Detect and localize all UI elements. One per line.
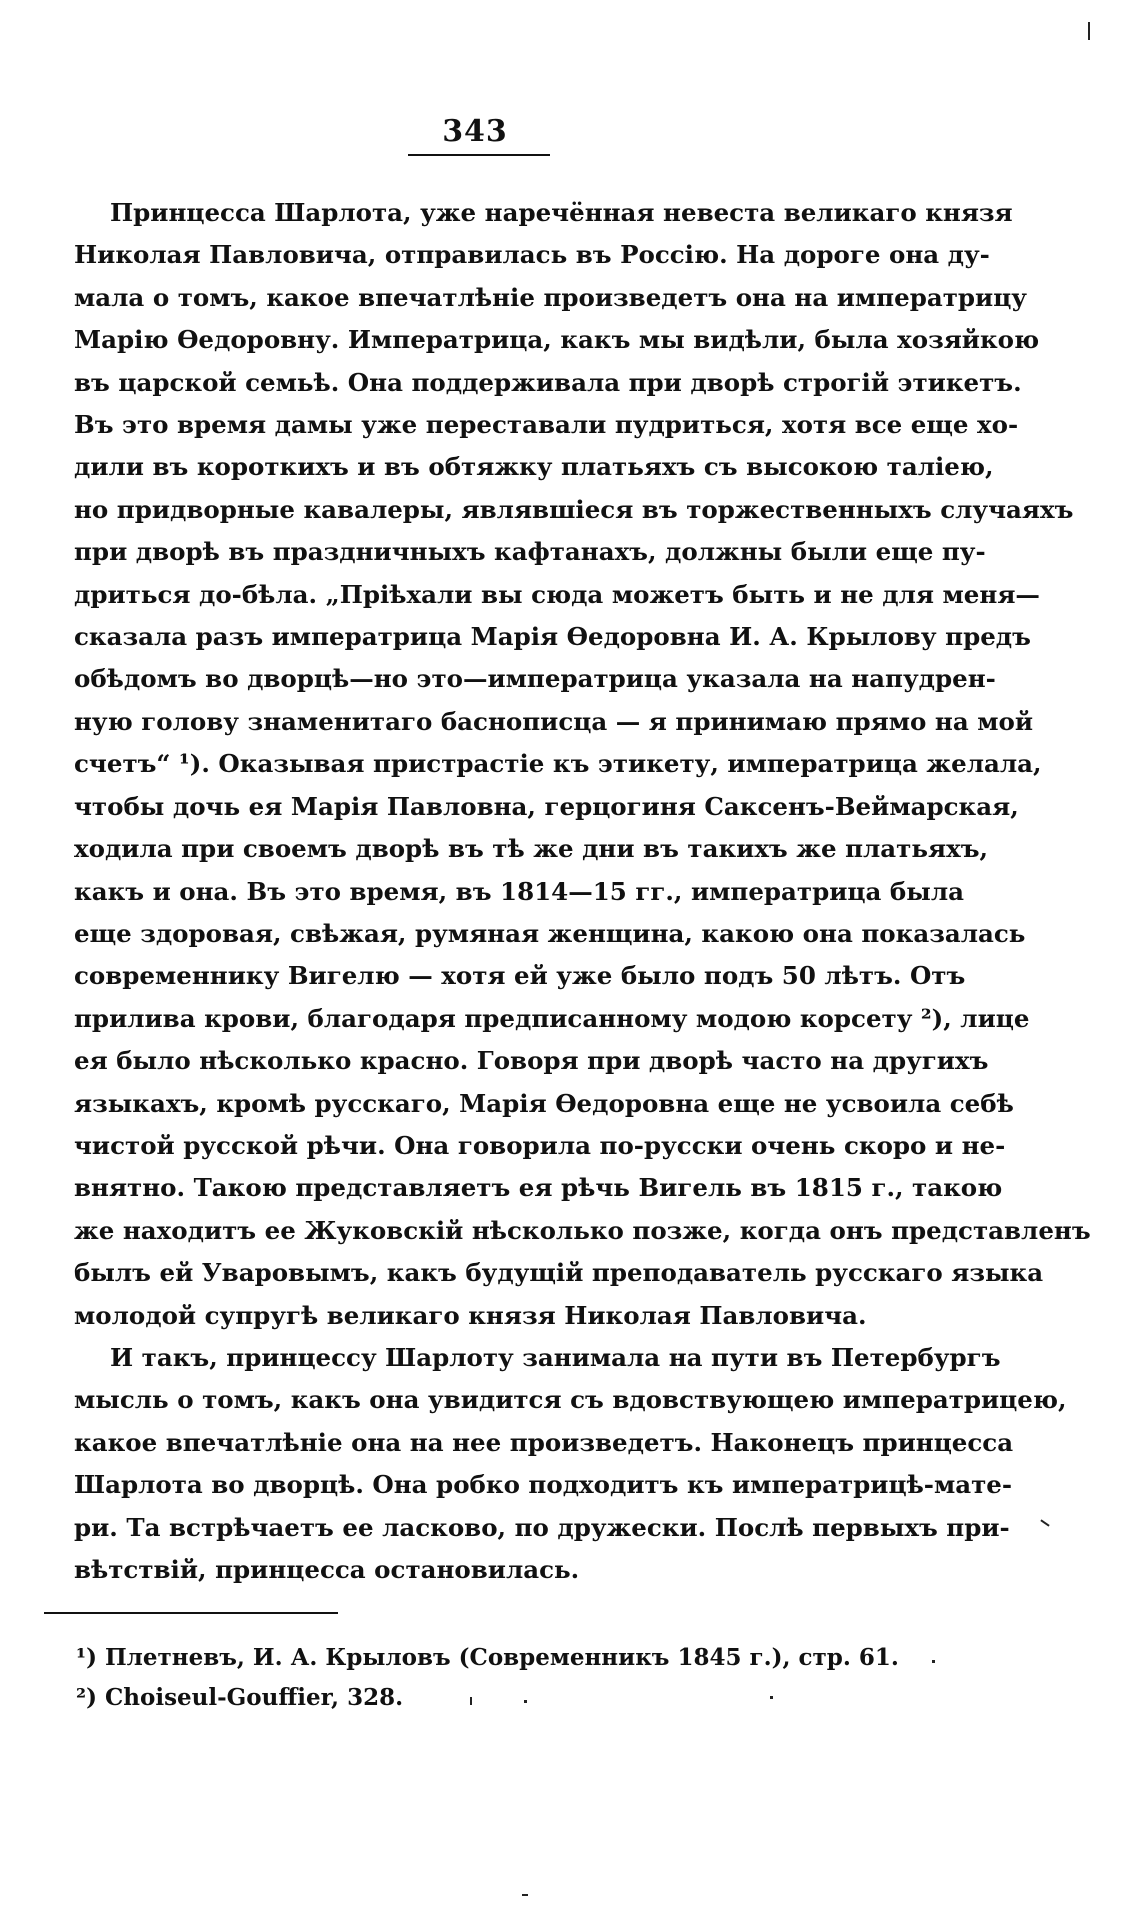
footnote-1: ¹) Плетневъ, И. А. Крыловъ (Современникъ 1845 г.), стр. 61. <box>76 1644 899 1671</box>
scan-speck <box>522 1894 528 1896</box>
text-line: сказала разъ императрица Марія Ѳедоровна И. А. Крылову предъ <box>74 622 1031 652</box>
text-line: мысль о томъ, какъ она увидится съ вдовствующею императрицею, <box>74 1385 1067 1415</box>
footnote-rule <box>44 1612 338 1614</box>
text-line: языкахъ, кромѣ русскаго, Марія Ѳедоровна еще не усвоила себѣ <box>74 1088 1014 1118</box>
text-line: современнику Вигелю — хотя ей уже было подъ 50 лѣтъ. Отъ <box>74 961 966 991</box>
text-line: дриться до-бѣла. „Пріѣхали вы сюда можетъ быть и не для меня— <box>74 579 1040 609</box>
text-line: Принцесса Шарлота, уже наречённая невеста великаго князя <box>110 198 1013 227</box>
text-line: какъ и она. Въ это время, въ 1814—15 гг., императрица была <box>74 876 964 906</box>
text-line: же находитъ ее Жуковскій нѣсколько позже, когда онъ представленъ <box>74 1215 1091 1245</box>
page-number-rule <box>408 154 550 156</box>
text-line: ную голову знаменитаго баснописца — я принимаю прямо на мой <box>74 706 1034 736</box>
text-line: ходила при своемъ дворѣ въ тѣ же дни въ такихъ же платьяхъ, <box>74 834 989 864</box>
text-line: прилива крови, благодаря предписанному модою корсету ²), лице <box>74 1003 1030 1033</box>
text-line: ея было нѣсколько красно. Говоря при дворѣ часто на другихъ <box>74 1046 989 1076</box>
footnote-2: ²) Choiseul-Gouffier, 328. <box>76 1684 404 1711</box>
text-line: внятно. Такою представляетъ ея рѣчь Вигель въ 1815 г., такою <box>74 1173 1003 1203</box>
text-line: ри. Та встрѣчаетъ ее ласково, по дружески. Послѣ первыхъ при- <box>74 1512 1010 1542</box>
footnotes <box>76 1638 916 1718</box>
text-line: обѣдомъ во дворцѣ—но это—императрица указала на напудрен- <box>74 664 996 694</box>
text-line: чистой русской рѣчи. Она говорила по-русски очень скоро и не- <box>74 1130 1006 1160</box>
text-line: въ царской семьѣ. Она поддерживала при дворѣ строгій этикетъ. <box>74 367 1022 397</box>
scan-speck <box>1040 1519 1049 1526</box>
text-line: при дворѣ въ праздничныхъ кафтанахъ, должны были еще пу- <box>74 537 986 567</box>
paragraph-2 <box>74 1337 1067 1591</box>
text-line: Марію Ѳедоровну. Императрица, какъ мы видѣли, была хозяйкою <box>74 325 1040 355</box>
text-line: счетъ“ ¹). Оказывая пристрастіе къ этикету, императрица желала, <box>74 749 1042 779</box>
scan-speck <box>524 1700 527 1703</box>
text-line: былъ ей Уваровымъ, какъ будущій преподаватель русскаго языка <box>74 1258 1044 1288</box>
text-line: молодой супругѣ великаго князя Николая Павловича. <box>74 1300 867 1330</box>
text-line: какое впечатлѣніе она на нее произведетъ. Наконецъ принцесса <box>74 1427 1014 1457</box>
text-line: И такъ, принцессу Шарлоту занимала на пути въ Петербургъ <box>110 1342 1001 1372</box>
scan-speck <box>470 1697 472 1705</box>
scan-speck <box>1088 22 1090 40</box>
text-line: дили въ короткихъ и въ обтяжку платьяхъ съ высокою таліею, <box>74 452 994 482</box>
paragraph-1 <box>74 192 1091 1337</box>
body-text <box>74 192 1091 1591</box>
text-line: мала о томъ, какое впечатлѣніе произведетъ она на императрицу <box>74 282 1027 312</box>
text-line: еще здоровая, свѣжая, румяная женщина, какою она показалась <box>74 918 1026 948</box>
text-line: Въ это время дамы уже переставали пудриться, хотя все еще хо- <box>74 410 1019 440</box>
text-line: вѣтствій, принцесса остановилась. <box>74 1555 580 1584</box>
text-line: чтобы дочь ея Марія Павловна, герцогиня Саксенъ-Веймарская, <box>74 791 1019 821</box>
text-line: но придворные кавалеры, являвшіеся въ торжественныхъ случаяхъ <box>74 494 1074 524</box>
page-number: 343 <box>442 114 508 149</box>
scan-speck <box>932 1660 935 1663</box>
text-line: Николая Павловича, отправилась въ Россію. На дороге она ду- <box>74 240 990 270</box>
text-line: Шарлота во дворцѣ. Она робко подходитъ къ императрицѣ-мате- <box>74 1470 1013 1500</box>
scan-speck <box>770 1696 773 1699</box>
